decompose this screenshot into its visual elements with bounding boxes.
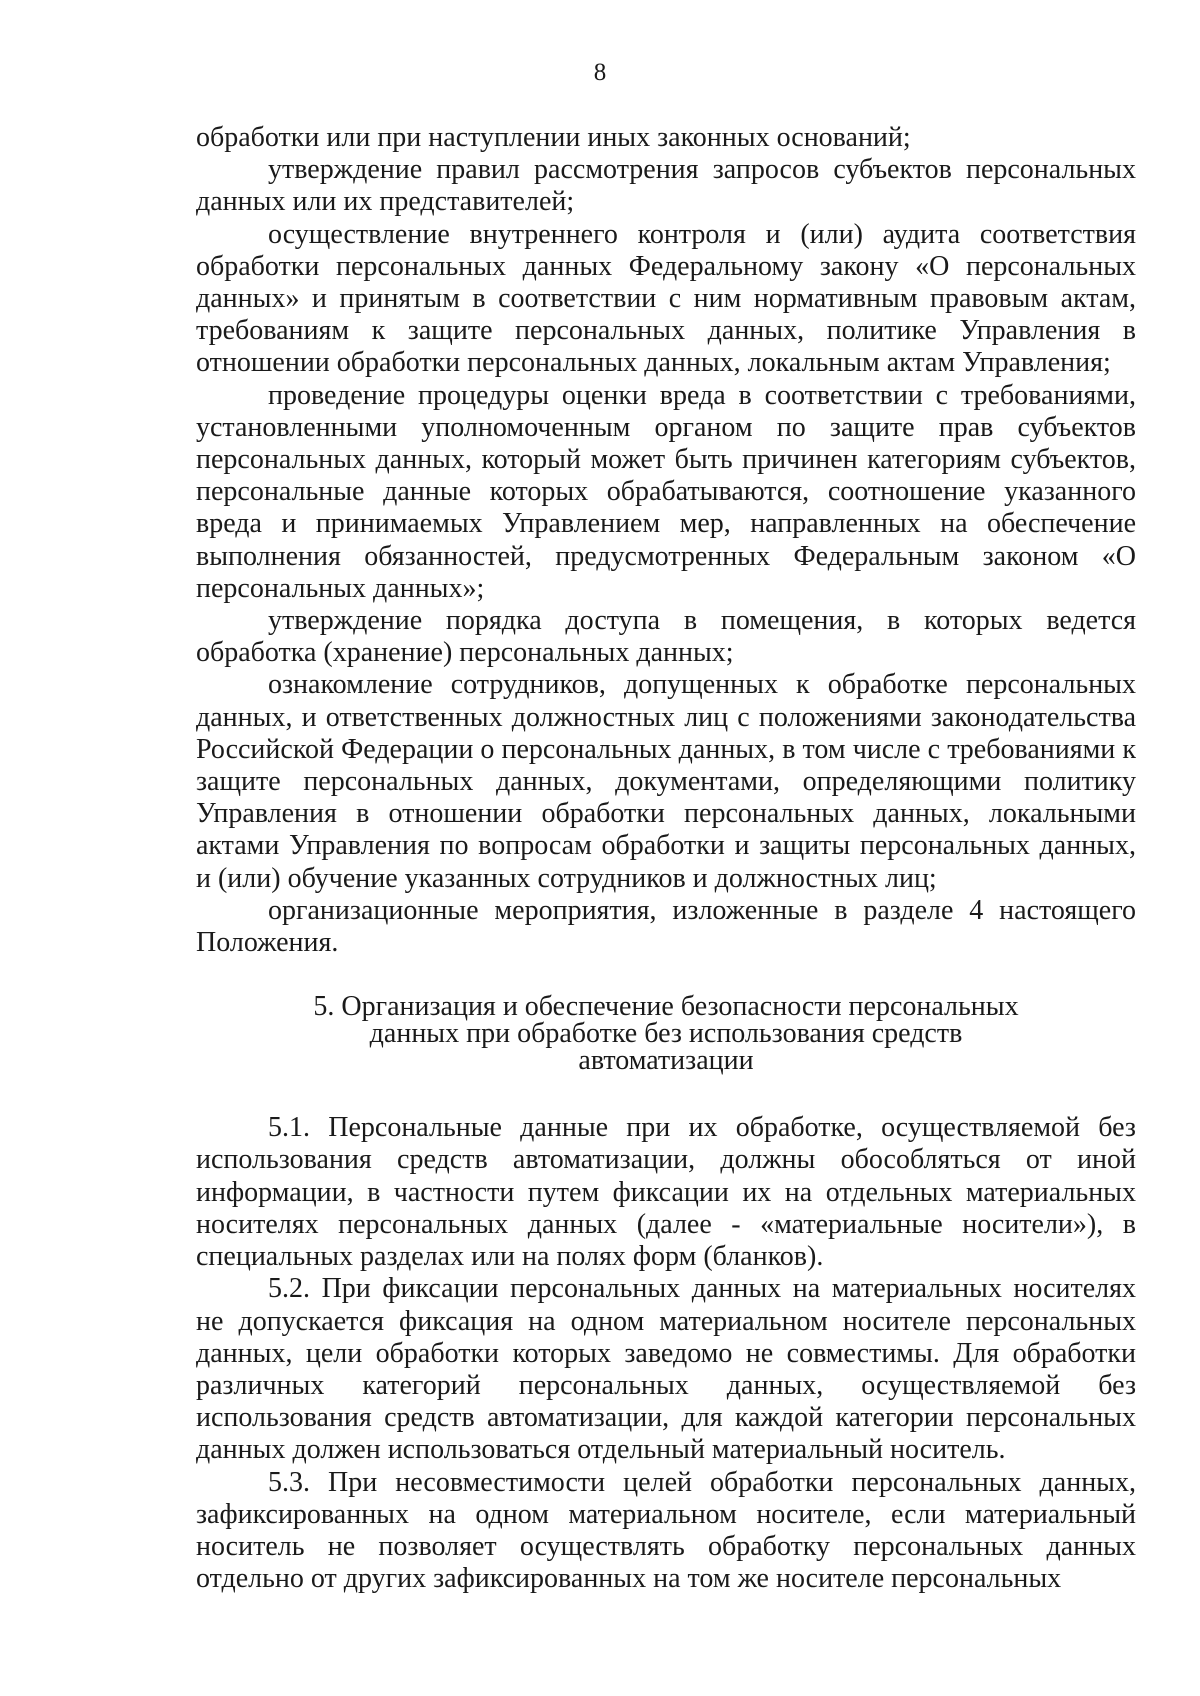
document-body [196,122,1136,1595]
section-heading [196,991,1136,1077]
paragraph-access-order: утверждение порядка доступа в помещения, в которых ведется обработка (хранение) персональных данных; [196,605,1136,669]
paragraph-harm-assessment: проведение процедуры оценки вреда в соответствии с требованиями, установленными уполномоченным органом по защите прав субъектов персональных данных, который может быть причинен категориям субъектов, персональные данные которых обрабатываются, соотношение указанного вреда и принимаемых Управлением мер, направленных на обеспечение выполнения обязанностей, предусмотренных Федеральным законом «О персональных данных»; [196,379,1136,604]
paragraph-5-1: 5.1. Персональные данные при их обработке, осуществляемой без использования средств автоматизации, должны обособляться от иной информации, в частности путем фиксации их на отдельных материальных носителях персональных данных (далее - «материальные носители»), в специальных разделах или на полях форм (бланков). [196,1112,1136,1273]
section-heading-line: автоматизации [578,1045,754,1077]
paragraph-requests-rules: утверждение правил рассмотрения запросов субъектов персональных данных или их представителей; [196,154,1136,218]
paragraph-organizational-measures: организационные мероприятия, изложенные в разделе 4 настоящего Положения. [196,894,1136,959]
section-heading-line: 5. Организация и обеспечение безопасности персональных [313,991,1019,1023]
page-number: 8 [593,59,607,86]
paragraph-continuation: обработки или при наступлении иных законных оснований; [196,122,911,153]
paragraph-internal-control: осуществление внутреннего контроля и (или) аудита соответствия обработки персональных данных Федеральному закону «О персональных данных» и принятым в соответствии с ним нормативным правовым актам, требованиям к защите персональных данных, политике Управления в отношении обработки персональных данных, локальным актам Управления; [196,218,1136,379]
paragraph-5-2: 5.2. При фиксации персональных данных на материальных носителях не допускается фиксация на одном материальном носителе персональных данных, цели обработки которых заведомо не совместимы. Для обработки различных категорий персональных данных, осуществляемой без использования средств автоматизации, для каждой категории персональных данных должен использоваться отдельный материальный носитель. [196,1273,1136,1466]
paragraph-staff-familiarization: ознакомление сотрудников, допущенных к обработке персональных данных, и ответственных должностных лиц с положениями законодательства Российской Федерации о персональных данных, в том числе с требованиями к защите персональных данных, документами, определяющими политику Управления в отношении обработки персональных данных, локальными актами Управления по вопросам обработки и защиты персональных данных, и (или) обучение указанных сотрудников и должностных лиц; [196,669,1136,894]
paragraph-5-3: 5.3. При несовместимости целей обработки персональных данных, зафиксированных на одном материальном носителе, если материальный носитель не позволяет осуществлять обработку персональных данных отдельно от других зафиксированных на том же носителе персональных [196,1466,1136,1595]
section-heading-line: данных при обработке без использования средств [369,1018,963,1050]
